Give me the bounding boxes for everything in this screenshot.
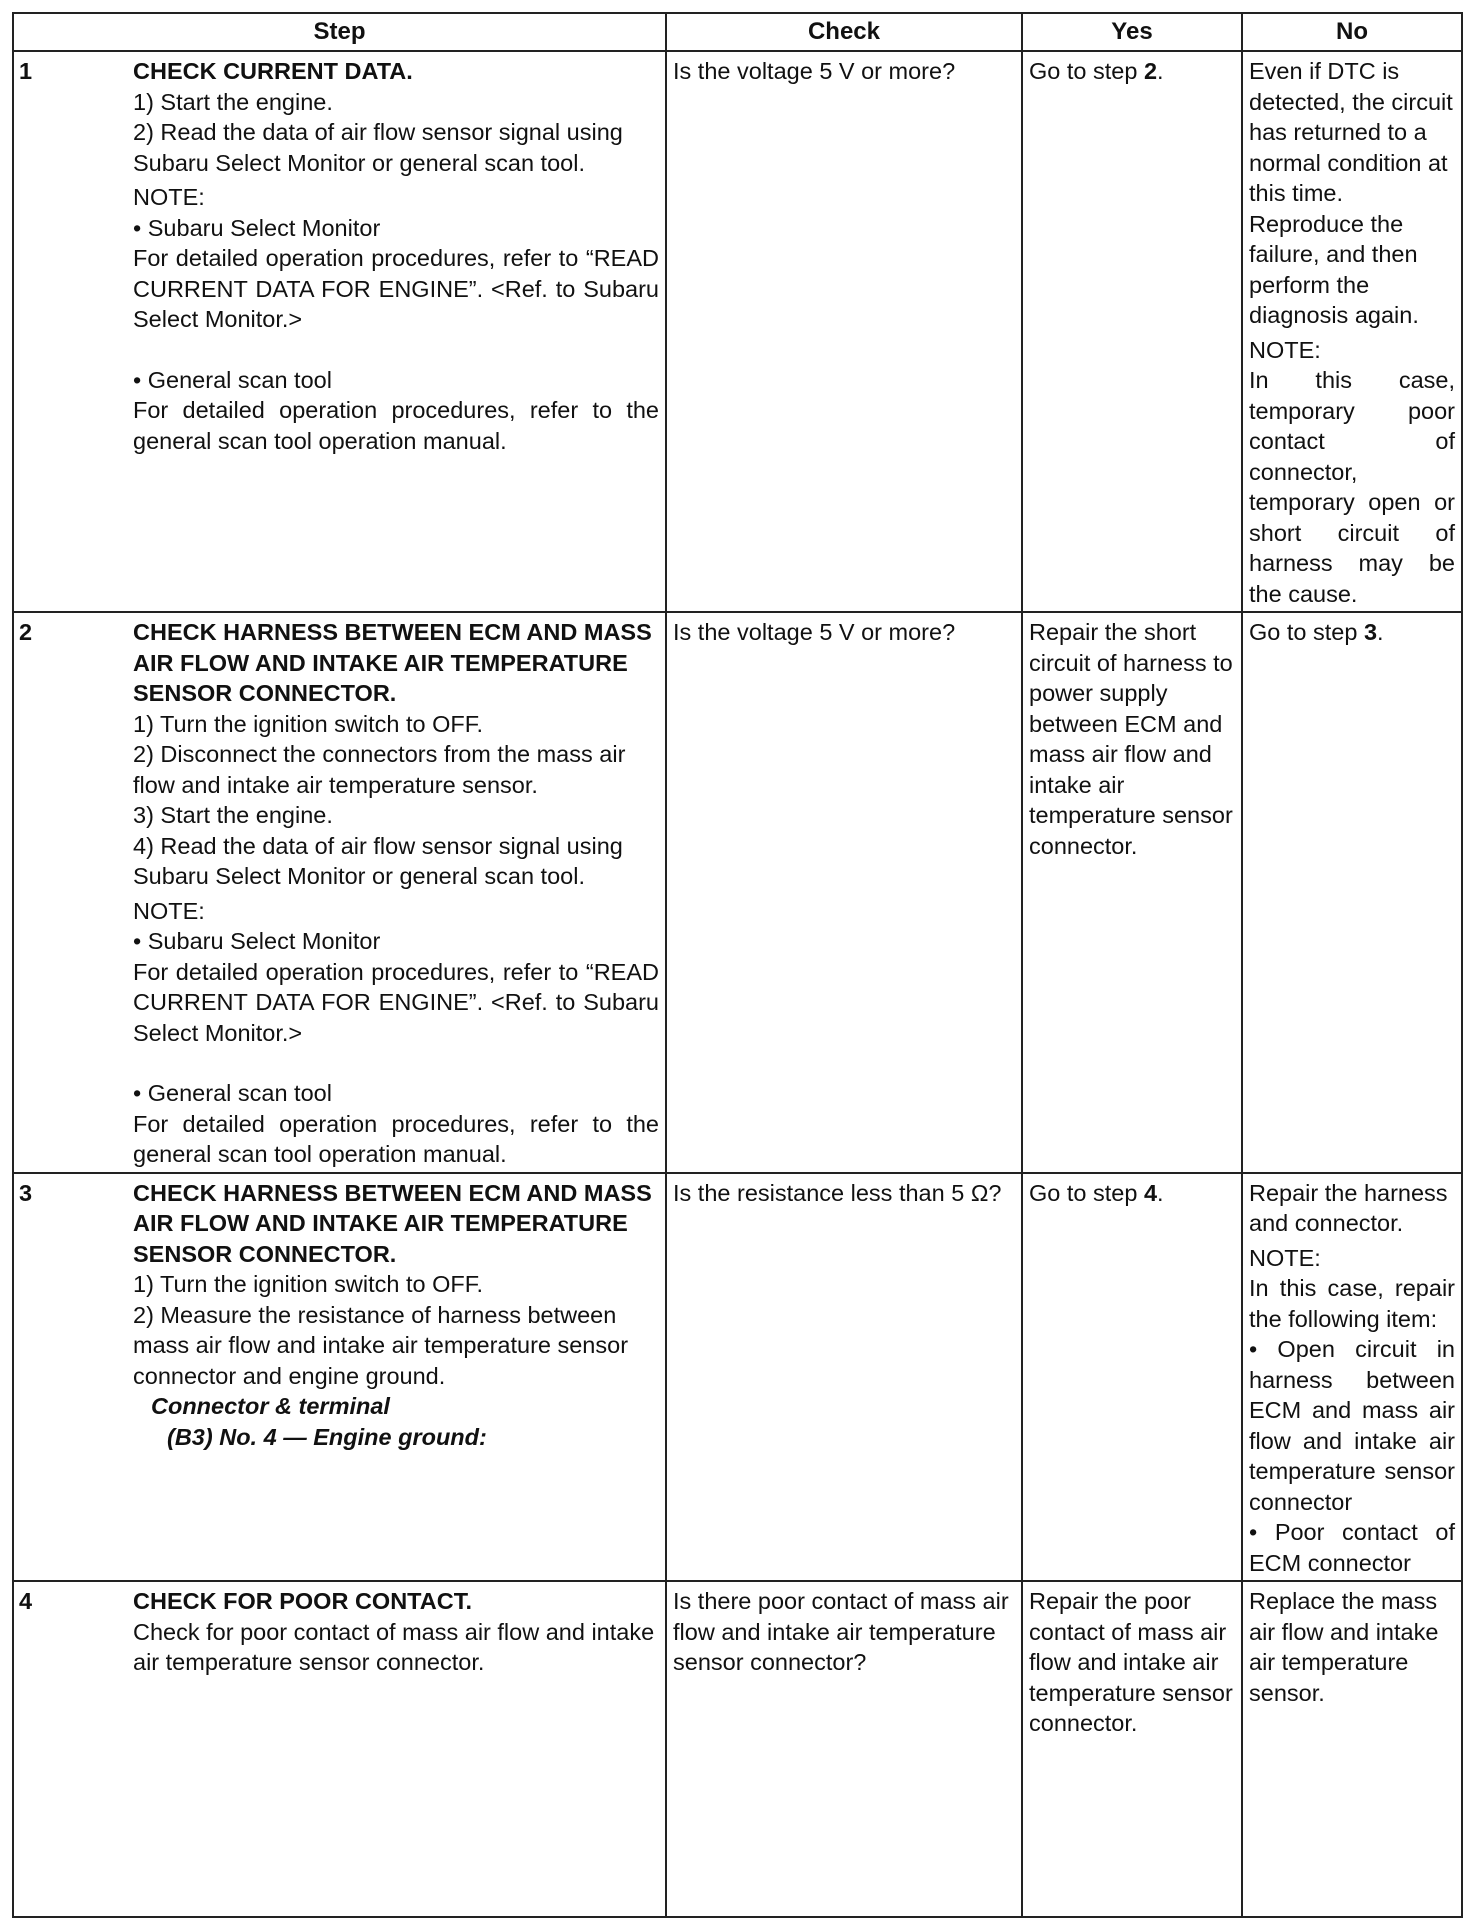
step-title: CHECK FOR POOR CONTACT.	[133, 1588, 473, 1614]
note-label: NOTE:	[133, 184, 205, 210]
no-note-text: In this case, temporary poor contact of connector, temporary open or short circuit of harness may be the cause.	[1249, 367, 1455, 607]
step-ref: 2	[1143, 58, 1158, 84]
check-cell: Is the resistance less than 5 Ω?	[666, 1173, 1022, 1582]
step-ref: 3	[1363, 619, 1378, 645]
step-instruction: 1) Turn the ignition switch to OFF.	[133, 710, 484, 737]
no-item: • Poor contact of ECM connector	[1249, 1519, 1455, 1576]
header-check: Check	[666, 13, 1022, 51]
step-number: 2	[19, 619, 33, 645]
step-instruction: 4) Read the data of air flow sensor signal using Subaru Select Monitor or general scan tool.	[133, 832, 623, 889]
note-text-ssm: For detailed operation procedures, refer to “READ CURRENT DATA FOR ENGINE”. <Ref. to Subaru Select Monitor.>	[133, 245, 659, 332]
note-label: NOTE:	[133, 897, 205, 924]
no-note-text: In this case, repair the following item:	[1249, 1275, 1455, 1332]
note-text-gst: For detailed operation procedures, refer to the general scan tool operation manual.	[133, 1110, 659, 1167]
step-number: 4	[19, 1588, 33, 1614]
step-instruction: 3) Start the engine.	[133, 802, 333, 828]
yes-cell: Go to step 4.	[1022, 1173, 1242, 1582]
check-cell: Is the voltage 5 V or more?	[666, 51, 1022, 612]
step-title: CHECK CURRENT DATA.	[133, 58, 413, 84]
step-title: CHECK HARNESS BETWEEN ECM AND MASS AIR FLOW AND INTAKE AIR TEMPERATURE SENSOR CONNECTOR.	[133, 1179, 652, 1267]
header-row	[13, 13, 1462, 51]
step-title: CHECK HARNESS BETWEEN ECM AND MASS AIR FLOW AND INTAKE AIR TEMPERATURE SENSOR CONNECTOR.	[133, 619, 652, 706]
spec-label: Connector & terminal	[151, 1393, 390, 1419]
step-cell	[13, 1581, 666, 1917]
step-cell	[13, 1173, 666, 1582]
step-cell	[13, 612, 666, 1173]
diagnostic-table-document	[12, 12, 1461, 1918]
step-instruction: 2) Disconnect the connectors from the mass air flow and intake air temperature sensor.	[133, 741, 626, 798]
diagnostic-procedure-table	[12, 12, 1463, 1918]
no-cell	[1242, 51, 1462, 612]
note-bullet-gst: • General scan tool	[133, 366, 332, 393]
no-note-label: NOTE:	[1249, 1244, 1321, 1271]
no-cell: Go to step 3.	[1242, 612, 1462, 1173]
yes-cell: Repair the poor contact of mass air flow and intake air temperature sensor connector.	[1022, 1581, 1242, 1917]
step-ref: 4	[1143, 1179, 1158, 1206]
table-row-step-1	[13, 51, 1462, 612]
table-row-step-4	[13, 1581, 1462, 1917]
note-bullet-ssm: • Subaru Select Monitor	[133, 214, 381, 241]
no-text: Repair the harness and connector.	[1249, 1179, 1448, 1236]
step-instruction: 1) Start the engine.	[133, 88, 333, 115]
no-cell: Replace the mass air flow and intake air temperature sensor.	[1242, 1581, 1462, 1917]
note-text-ssm: For detailed operation procedures, refer to “READ CURRENT DATA FOR ENGINE”. <Ref. to Subaru Select Monitor.>	[133, 958, 659, 1046]
step-instruction: Check for poor contact of mass air flow and intake air temperature sensor connector.	[133, 1618, 655, 1675]
note-bullet-ssm: • Subaru Select Monitor	[133, 928, 381, 954]
note-bullet-gst: • General scan tool	[133, 1080, 332, 1106]
check-cell: Is the voltage 5 V or more?	[666, 612, 1022, 1173]
header-step: Step	[13, 13, 666, 51]
table-row-step-2	[13, 612, 1462, 1173]
step-instruction: 2) Read the data of air flow sensor signal using Subaru Select Monitor or general scan tool.	[133, 119, 623, 176]
no-cell	[1242, 1173, 1462, 1582]
header-yes: Yes	[1022, 13, 1242, 51]
table-row-step-3	[13, 1173, 1462, 1582]
check-cell: Is there poor contact of mass air flow and intake air temperature sensor connector?	[666, 1581, 1022, 1917]
step-number: 1	[19, 58, 33, 84]
yes-cell: Repair the short circuit of harness to power supply between ECM and mass air flow and intake air temperature sensor connector.	[1022, 612, 1242, 1173]
yes-cell: Go to step 2.	[1022, 51, 1242, 612]
step-instruction: 1) Turn the ignition switch to OFF.	[133, 1271, 484, 1297]
note-text-gst: For detailed operation procedures, refer to the general scan tool operation manual.	[133, 397, 659, 454]
no-note-label: NOTE:	[1249, 336, 1321, 363]
step-number: 3	[19, 1179, 33, 1206]
no-text: Even if DTC is detected, the circuit has returned to a normal condition at this time. Reproduce the failure, and then perform the diagnosis again.	[1249, 58, 1453, 328]
no-item: • Open circuit in harness between ECM and mass air flow and intake air temperature sensor connector	[1249, 1336, 1455, 1515]
step-cell	[13, 51, 666, 612]
spec-value: (B3) No. 4 — Engine ground:	[167, 1423, 487, 1450]
step-instruction: 2) Measure the resistance of harness between mass air flow and intake air temperature sensor connector and engine ground.	[133, 1301, 629, 1389]
header-no: No	[1242, 13, 1462, 51]
